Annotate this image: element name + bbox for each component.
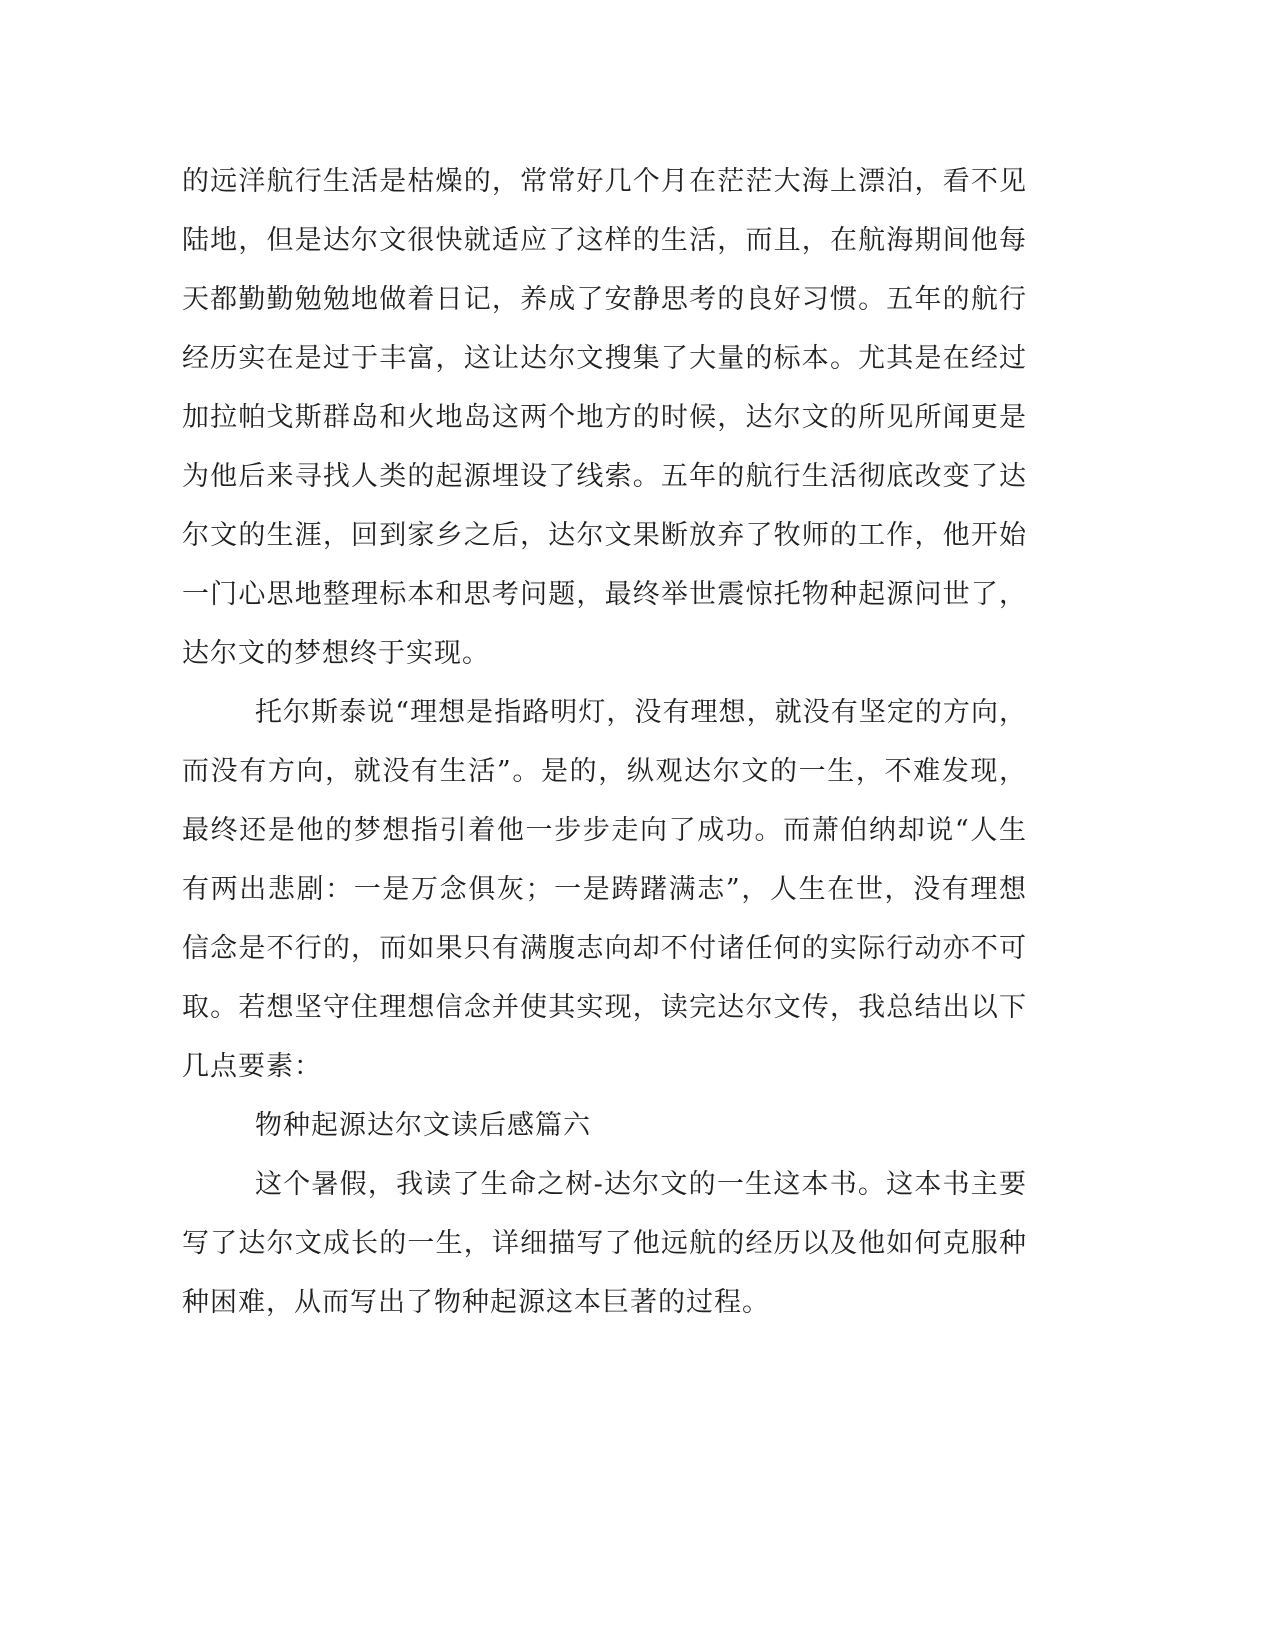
paragraph-continuation: 的远洋航行生活是枯燥的，常常好几个月在茫茫大海上漂泊，看不见陆地，但是达尔文很快就适应了这样的生活，而且，在航海期间他每天都勤勤勉勉地做着日记，养成了安静思考的良好习惯。五年的航行经历实在是过于丰富，这让达尔文搜集了大量的标本。尤其是在经过加拉帕戈斯群岛和火地岛这两个地方的时候，达尔文的所见所闻更是为他后来寻找人类的起源埋设了线索。五年的航行生活彻底改变了达尔文的生涯，回到家乡之后，达尔文果断放弃了牧师的工作，他开始一门心思地整理标本和思考问题，最终举世震惊托物种起源问世了，达尔文的梦想终于实现。 <box>182 166 1027 669</box>
document-body <box>182 152 1027 1332</box>
section-heading: 物种起源达尔文读后感篇六 <box>255 1110 591 1141</box>
paragraph-tolstoy-quote: 托尔斯泰说“理想是指路明灯，没有理想，就没有坚定的方向，而没有方向，就没有生活”。是的，纵观达尔文的一生，不难发现，最终还是他的梦想指引着他一步步走向了成功。而萧伯纳却说“人生有两出悲剧：一是万念俱灰；一是踌躇满志”，人生在世，没有理想信念是不行的，而如果只有满腹志向却不付诸任何的实际行动亦不可取。若想坚守住理想信念并使其实现，读完达尔文传，我总结出以下几点要素： <box>182 697 1027 1082</box>
paragraph-summer-reading: 这个暑假，我读了生命之树-达尔文的一生这本书。这本书主要写了达尔文成长的一生，详细描写了他远航的经历以及他如何克服种种困难，从而写出了物种起源这本巨著的过程。 <box>182 1169 1027 1318</box>
